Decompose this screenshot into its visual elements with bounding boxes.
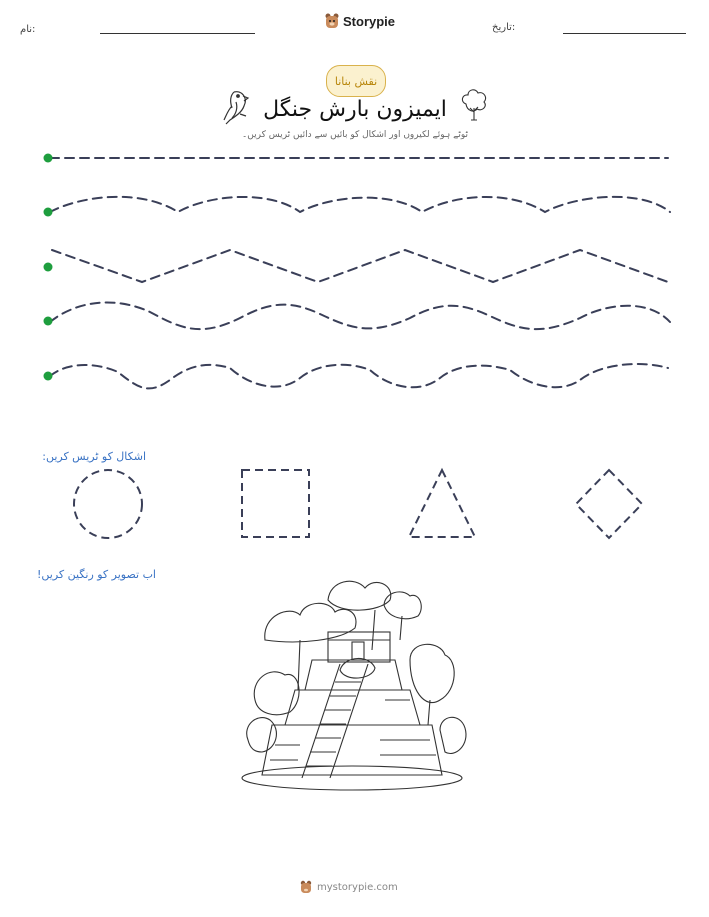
footer [300,880,410,894]
instructions: ٹوٹے ہوئے لکیروں اور اشکال کو بائیں سے دائیں ٹریس کریں۔ [241,130,469,140]
bear-logo-icon [300,880,312,894]
date-label: تاریخ: [492,22,516,33]
activity-badge: نقش بنانا [326,65,386,97]
name-label: نام: [20,24,36,35]
coloring-heading: اب تصویر کو رنگین کریں! [36,568,156,581]
page-title: ایمیزون بارش جنگل [263,97,447,122]
brand-name: Storypie [343,13,396,29]
shapes-heading: اشکال کو ٹریس کریں: [42,450,146,463]
footer-url[interactable]: mystorypie.com [317,881,398,893]
